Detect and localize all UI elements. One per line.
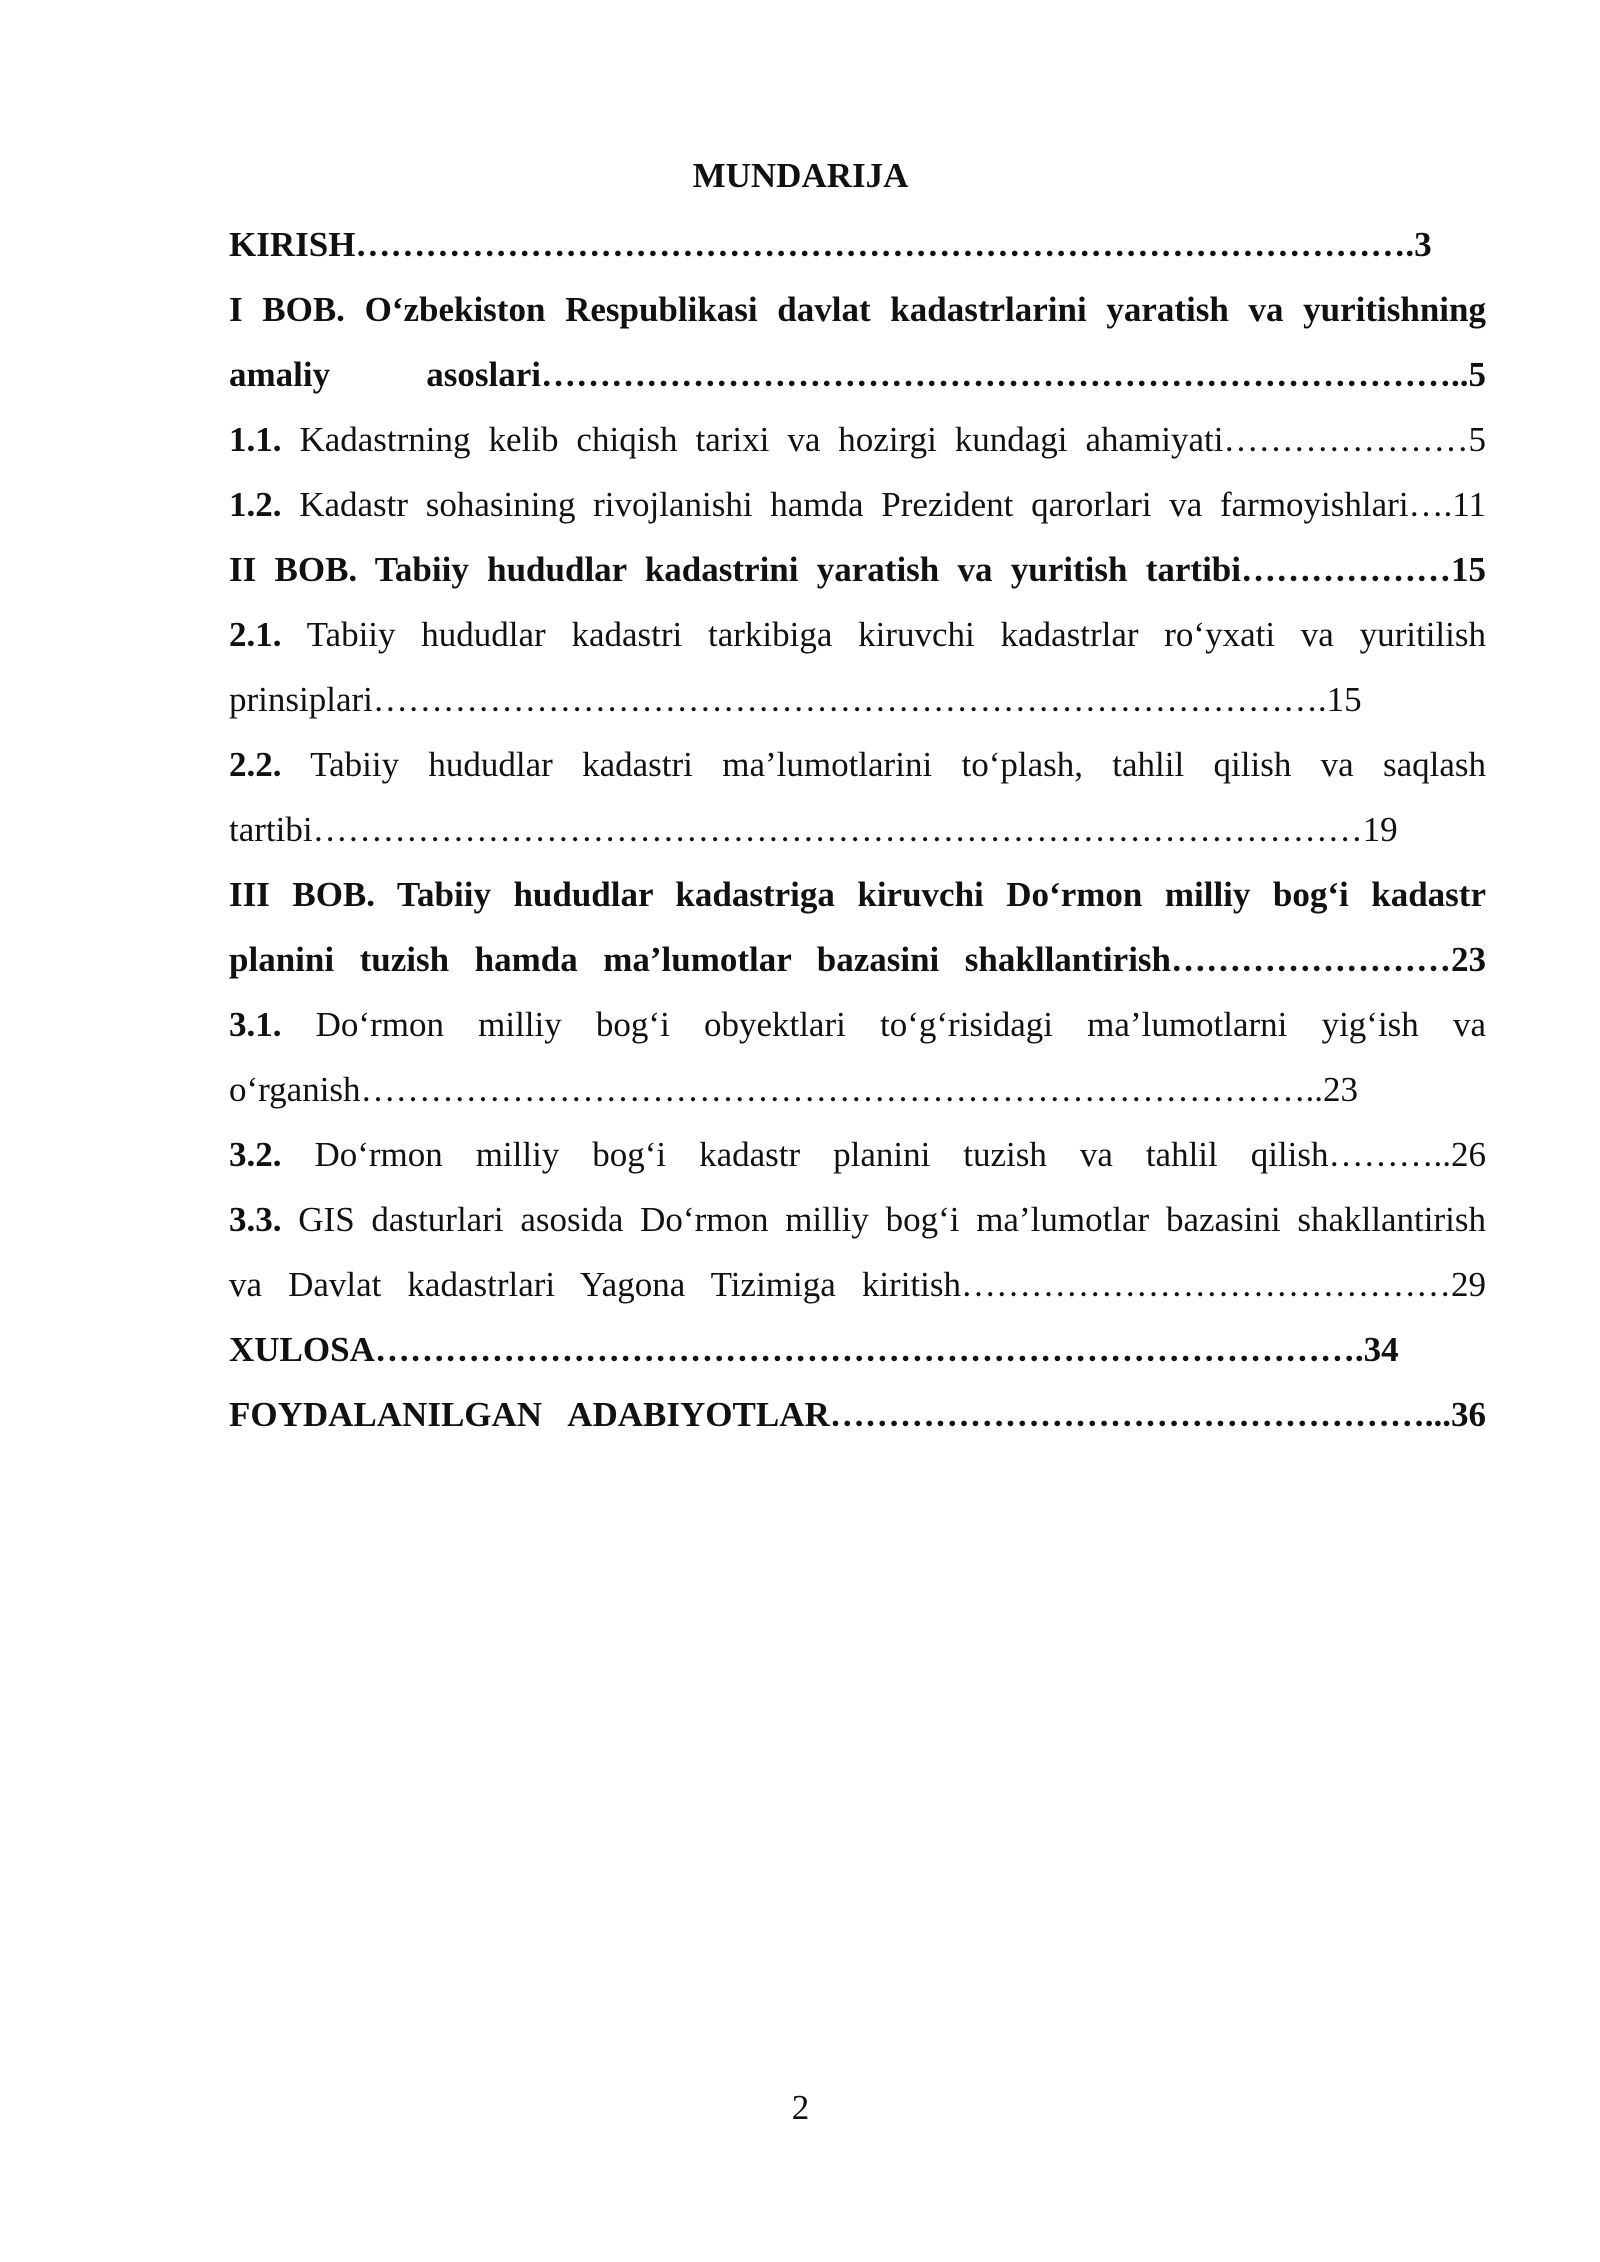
page-number: 2: [791, 2088, 810, 2127]
toc-line-text: II BOB. Tabiiy hududlar kadastrini yaratish va yuritish tartibi………………15: [229, 550, 1486, 589]
toc-line-number: 3.3.: [229, 1200, 282, 1239]
toc-line-number: 1.1.: [229, 420, 282, 459]
toc-line-text: Do‘rmon milliy bog‘i obyektlari to‘g‘risidagi ma’lumotlarni yig‘ish va: [281, 1005, 1486, 1044]
toc-line-text: o‘rganish………………………………………………………………………..23: [229, 1070, 1359, 1109]
toc-line: [229, 797, 1486, 862]
toc-line: [229, 992, 1486, 1057]
toc-line-text: amaliy asoslari……………………………………………………………………..5: [229, 355, 1486, 394]
toc-line-text: Do‘rmon milliy bog‘i kadastr planini tuzish va tahlil qilish………..26: [281, 1135, 1486, 1174]
toc-line-text: I BOB. O‘zbekiston Respublikasi davlat kadastrlarini yaratish va yuritishning: [229, 290, 1486, 329]
toc-line: [229, 1122, 1486, 1187]
toc-line-text: Kadastr sohasining rivojlanishi hamda Prezident qarorlari va farmoyishlari….11: [281, 485, 1486, 524]
toc-line-number: 3.1.: [229, 1005, 282, 1044]
toc-line-number: 1.2.: [229, 485, 282, 524]
table-of-contents: [229, 212, 1486, 1447]
toc-line-text: tartibi………………………………………………………………………………19: [229, 810, 1398, 849]
toc-line: [229, 667, 1486, 732]
toc-line: [229, 1317, 1486, 1382]
toc-line: [229, 537, 1486, 602]
toc-line-text: va Davlat kadastrlari Yagona Tizimiga kiritish……………………………………29: [229, 1265, 1486, 1304]
toc-line: [229, 1382, 1486, 1447]
toc-line-number: 2.2.: [229, 745, 282, 784]
toc-line: [229, 927, 1486, 992]
toc-line: [229, 1252, 1486, 1317]
toc-line-number: 2.1.: [229, 615, 282, 654]
toc-line-text: planini tuzish hamda ma’lumotlar bazasini shakllantirish……………………23: [229, 940, 1486, 979]
toc-line: [229, 472, 1486, 537]
toc-line: [229, 277, 1486, 342]
toc-line: [229, 1187, 1486, 1252]
toc-line-text: XULOSA………………………………………………………………………….34: [229, 1330, 1399, 1369]
toc-line: [229, 732, 1486, 797]
toc-line: [229, 602, 1486, 667]
toc-line-text: GIS dasturlari asosida Do‘rmon milliy bog‘i ma’lumotlar bazasini shakllantirish: [281, 1200, 1486, 1239]
toc-line: [229, 862, 1486, 927]
toc-title: MUNDARIJA: [692, 156, 909, 195]
toc-line-text: FOYDALANILGAN ADABIYOTLAR……………………………………………...36: [229, 1395, 1486, 1434]
toc-line-text: prinsiplari……………………………………………………………………….15: [229, 680, 1362, 719]
toc-line: [229, 212, 1486, 277]
toc-line-text: Kadastrning kelib chiqish tarixi va hozirgi kundagi ahamiyati…………………5: [281, 420, 1486, 459]
toc-line: [229, 1057, 1486, 1122]
toc-line: [229, 342, 1486, 407]
toc-line-number: 3.2.: [229, 1135, 282, 1174]
toc-line-text: KIRISH……………………………………………………………………………….3: [229, 225, 1432, 264]
toc-line: [229, 407, 1486, 472]
toc-line-text: Tabiiy hududlar kadastri ma’lumotlarini to‘plash, tahlil qilish va saqlash: [281, 745, 1486, 784]
toc-line-text: Tabiiy hududlar kadastri tarkibiga kiruvchi kadastrlar ro‘yxati va yuritilish: [281, 615, 1486, 654]
toc-line-text: III BOB. Tabiiy hududlar kadastriga kiruvchi Do‘rmon milliy bog‘i kadastr: [229, 875, 1486, 914]
